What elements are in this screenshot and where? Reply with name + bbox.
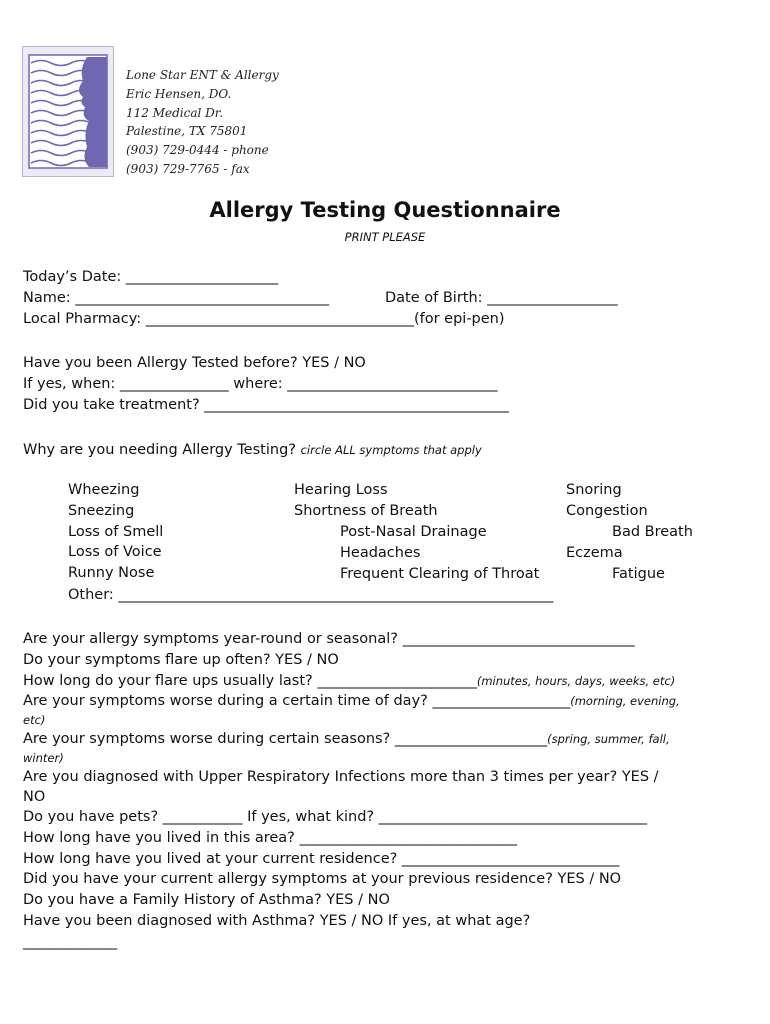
previous-residence-question[interactable]: Did you have your current allergy symptoms at your previous residence? YES / NO (23, 871, 622, 887)
phone-number: (903) 729-0444 - phone (126, 143, 269, 158)
symptom-item[interactable]: Frequent Clearing of Throat (340, 566, 540, 582)
symptom-item[interactable]: Sneezing (68, 502, 135, 519)
symptom-item[interactable]: Eczema (566, 545, 623, 561)
address-line-1: 112 Medical Dr. (126, 105, 224, 120)
flare-up-question[interactable]: Do your symptoms flare up often? YES / NO (23, 652, 339, 668)
uri-question-cont[interactable]: NO (23, 789, 46, 805)
symptom-item[interactable]: Congestion (566, 503, 648, 519)
tested-before-question[interactable]: Have you been Allergy Tested before? YES / NO (23, 355, 366, 371)
print-please-note: PRINT PLEASE (344, 230, 426, 244)
year-round-question[interactable]: Are your allergy symptoms year-round or seasonal? ________________________________ (23, 631, 635, 647)
asthma-diagnosis-question[interactable]: Have you been diagnosed with Asthma? YES / NO If yes, at what age? (23, 913, 531, 929)
why-question-text: Why are you needing Allergy Testing? (23, 442, 296, 458)
symptom-item[interactable]: Fatigue (612, 566, 665, 582)
time-of-day-text: Are your symptoms worse during a certain time of day? ___________________ (23, 693, 571, 709)
why-testing-question (23, 440, 482, 460)
name-field[interactable]: Name: ___________________________________ (23, 290, 330, 306)
symptom-item[interactable]: Post-Nasal Drainage (340, 524, 487, 540)
time-of-day-question[interactable] (23, 691, 680, 711)
area-duration-question[interactable]: How long have you lived in this area? ______________________________ (23, 830, 517, 846)
symptom-item[interactable]: Loss of Smell (68, 523, 164, 540)
symptom-item[interactable]: Hearing Loss (294, 482, 388, 498)
clinic-logo (22, 46, 114, 177)
address-line-2: Palestine, TX 75801 (126, 124, 248, 139)
clinic-name: Lone Star ENT & Allergy (126, 68, 279, 82)
todays-date-field[interactable]: Today’s Date: _____________________ (23, 269, 279, 285)
doctor-name: Eric Hensen, DO. (126, 86, 232, 101)
clinic-info (126, 66, 279, 179)
seasons-question[interactable] (23, 729, 670, 749)
when-where-field[interactable]: If yes, when: _______________ where: _____________________________ (23, 376, 498, 392)
symptoms-column-1 (68, 480, 163, 584)
symptom-item[interactable]: Headaches (340, 545, 421, 561)
flare-duration-text: How long do your flare ups usually last? ______________________ (23, 673, 477, 689)
symptom-item[interactable]: Shortness of Breath (294, 503, 438, 519)
seasons-text: Are your symptoms worse during certain seasons? _____________________ (23, 731, 548, 747)
symptom-item[interactable]: Runny Nose (68, 565, 155, 582)
symptom-item[interactable]: Wheezing (68, 482, 140, 498)
time-of-day-hint: (morning, evening, (570, 694, 680, 708)
why-hint: circle ALL symptoms that apply (300, 443, 482, 457)
pets-question[interactable]: Do you have pets? ___________ If yes, what kind? _____________________________________ (23, 809, 647, 825)
flare-duration-question[interactable] (23, 671, 675, 691)
symptom-item[interactable]: Bad Breath (612, 524, 693, 540)
time-of-day-hint-cont: etc) (23, 713, 46, 727)
symptom-item[interactable]: Snoring (566, 482, 622, 498)
form-title: Allergy Testing Questionnaire (209, 198, 561, 222)
fax-number: (903) 729-7765 - fax (126, 161, 250, 176)
asthma-age-field[interactable]: _____________ (23, 934, 118, 950)
treatment-field[interactable]: Did you take treatment? __________________________________________ (23, 397, 509, 413)
flare-duration-hint: (minutes, hours, days, weeks, etc) (476, 674, 676, 688)
pharmacy-field[interactable]: Local Pharmacy: _____________________________________(for epi-pen) (23, 311, 505, 327)
residence-duration-question[interactable]: How long have you lived at your current residence? ______________________________ (23, 851, 620, 867)
uri-question[interactable]: Are you diagnosed with Upper Respiratory Infections more than 3 times per year? YES / (23, 769, 659, 785)
seasons-hint: (spring, summer, fall, (547, 732, 670, 746)
dob-field[interactable]: Date of Birth: __________________ (385, 290, 618, 306)
seasons-hint-cont: winter) (23, 751, 64, 765)
symptom-item[interactable]: Loss of Voice (68, 544, 162, 561)
other-symptoms-field[interactable]: Other: ____________________________________________________________ (68, 587, 554, 603)
family-asthma-question[interactable]: Do you have a Family History of Asthma? YES / NO (23, 892, 390, 908)
